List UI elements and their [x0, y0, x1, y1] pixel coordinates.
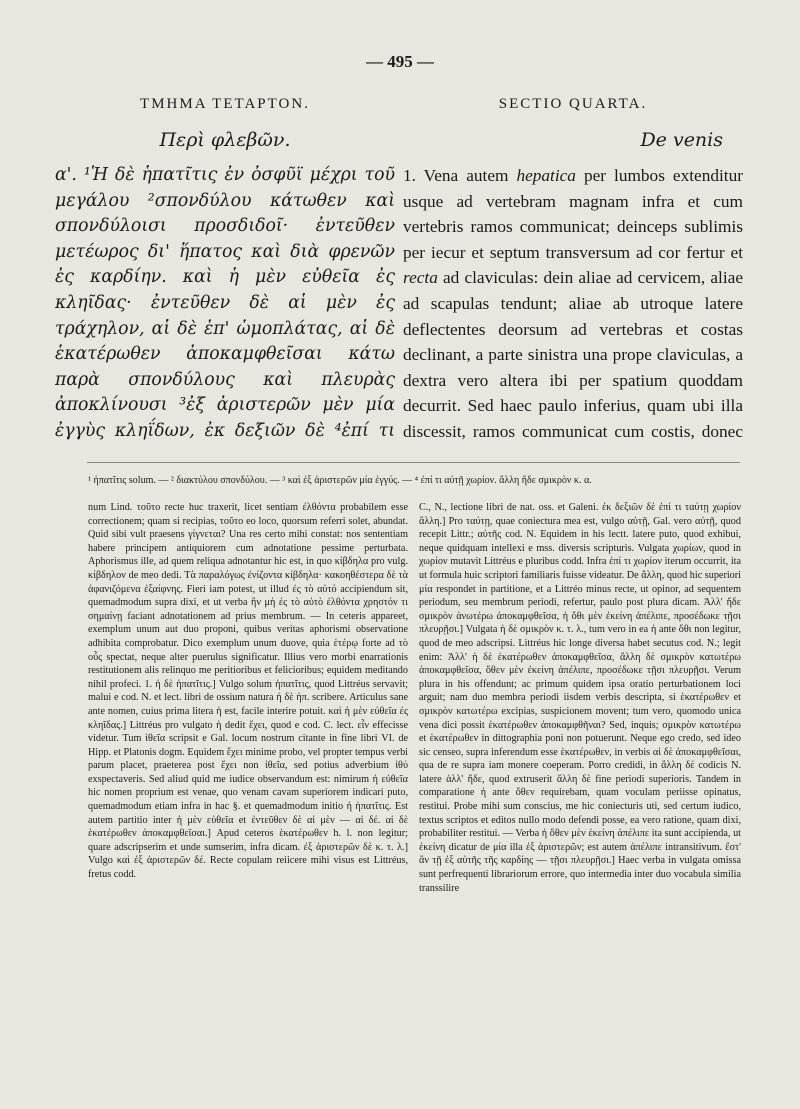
notes-right-column — [419, 501, 741, 1063]
page-number: — 495 — — [366, 52, 434, 71]
greek-column — [55, 96, 395, 445]
notes-left-text: num Lind. τοῦτο recte huc traxerit, licet sentiam ἐλθόντα probabilem esse correctionem; quam si recipias, τοῦτο eo loco, quorsum referri solet, abundat. Quid sibi vult praesens γίγνεται? Una res certo mihi constat: nos sententiam habere principem antiquiorem cum adnotatione pessime perturbata. Aphorismus ille, ad quem reliqua adnotantur hic est, in quo κίβδηλα pro vulg. κίβδηλον de meo dedi. Τὰ παραλόγως ἐνίζοντα κίβδηλα· κακοηθέστερα δὲ τὰ ἀφανιζόμενα ἐξαίφνης. Fieri iam potest, ut illud ἐς τὸ αὐτό accipiendum sit, quemadmodum supra dixi, et ut verba ἢν μὴ ἐς τὸ αὐτὸ ἐλθόντα χρηστόν τι σημαίνῃ faciant adnotationem ad prius membrum. — In ceteris appareet, exemplum unum aut duo proponi, quibus veritas aphorismi observatione adhibita comprobatur. Dico exemplum unum duove, quia ἑτέρῳ forte ad τὸ οὖς spectat, neque alter puerulus significatur. Illius vero morbi enarrationis restitutionem alis relinquo me peritioribus et felicioribus; equidem meditando nihil profeci. 1. ἡ δὲ ἡπατῖτις.] Vulgo solum ἡπατῖτις, quod Littréus servavit; malui e cod. N. et lect. libri de ossium natura ἡ δὲ ἡπ. scribere. Articulus sane ante nomen, cuius prima litera ἡ est, facile interire potuit. καὶ ἡ μὲν εὐθεῖα ἐς κληῖδας.] Littréus pro vulgato ἡ dedit ἔχει, quod e cod. C. lect. εἶν effecisse videtur. Tum ἰθεῖα scripsit e Gal. locum nostrum citante in fine libri VI. de Hipp. et Platonis dogm. Equidem ἔχει minime probo, vel propter tempus verbi parum placet, praeterea post ἔχει non ἰθεῖα, sed potius adverbium ἰθύ exspectaveris. Sed aliud quid me iudice observandum est: nimirum ἡ εὐθεῖα hic nomen proprium est venae, quo venam cavam superiorem indicari puto, quemadmodum etiam infra in hac §. et quemadmodum initio ἡ ἡπατῖτις. Est autem partitio inter ἡ μὲν εὐθεῖα et ἐντεῦθεν δὲ αἱ μὲν — αἱ δέ. αἱ δὲ ἑκατέρωθεν ἀποκαμφθεῖσαι.] Apud ceteros ἑκατέρωθεν h. l. non legitur; quare adscripserim et unde sumserim, infra dicam. ἐξ ἀριστερῶν δὲ κ. τ. λ.] Vulgo καὶ ἐξ ἀριστερῶν δέ. Recte copulam reiicere mihi visus est Littréus, fretus codd. — [88, 502, 408, 881]
notes-left-column — [88, 501, 408, 1063]
latin-main-text: 1. Vena autem hepatica per lumbos extenditur usque ad vertebram magnam infra et cum vertebris ramos communicat; deinceps sublimis per iecur et septum transversum ad cor fertur et recta ad claviculas: dein aliae ad cervicem, aliae ad scapulas tendunt; aliae ab utroque latere deflectentes deorsum ad vertebras et costas declinant, a parte sinistra una prope claviculas, a dextra vero altera ibi per spatium quoddam decurrit. Sed haec paulo inferius, quam ubi illa discessit, ramos communicat cum costis, donec — [403, 166, 743, 441]
latin-section-heading: SECTIO QUARTA. — [498, 96, 648, 112]
greek-section-heading: ΤΜΗΜΑ ΤΕΤΑΡΤΟΝ. — [140, 96, 310, 112]
footnote-variants: ¹ ἡπατῖτις solum. — ² διακτύλου σπονδύλου. — ³ καὶ ἐξ ἀριστερῶν μία ἐγγύς. — ⁴ ἐπί τι αὐτῇ χωρίον. ἄλλη ἤδε σμικρὸν κ. α. — [88, 475, 592, 486]
greek-main-text: α'. ¹Ἡ δὲ ἡπατῖτις ἐν ὀσφῦϊ μέχρι τοῦ μεγάλου ²σπονδύλου κάτωθεν καὶ σπονδύλοισι προσδιδοῖ· ἐντεῦθεν μετέωρος δι' ἥπατος καὶ διὰ φρενῶν ἐς καρδίην. καὶ ἡ μὲν εὐθεῖα ἐς κληῖδας· ἐντεῦθεν δὲ αἱ μὲν ἐς τράχηλον, αἱ δὲ ἐπ' ὠμοπλάτας, αἱ δὲ ἑκατέρωθεν ἀποκαμφθεῖσαι κάτω παρὰ σπονδύλους καὶ πλευρὰς ἀποκλίνουσι ³ἐξ ἀριστερῶν μὲν μία ἐγγὺς κληΐδων, ἐκ δεξιῶν δὲ ⁴ἐπί τι — [55, 165, 395, 441]
footnote-divider — [87, 462, 740, 463]
greek-subheading: Περὶ φλεβῶν. — [159, 129, 291, 151]
notes-right-text: C., N., lectione libri de nat. oss. et Galeni. ἐκ δεξιῶν δὲ ἐπί τι ταύτῃ χωρίον ἄλλη.] Pro ταύτῃ, quae coniectura mea est, vulgo αὐτῇ, Gal. vero αὐτῇ, quod recepit Littr.; αὐτῆς cod. N. Equidem in his lectt. latere puto, quod exhibui, neque quidquam intellexi e mss. diversis scripturis. Vulgata χωρίων, quod in χωρίον mutavit Littréus e pluribus codd. Infra ἐπί τι χωρίον iterum occurrit, ita ut formula huic scriptori familiaris fuisse videatur. De ἄλλη, quod hic superiori μία respondet in partitione, et a Littréo minus recte, ut opinor, ad sequentem periodum, seu membrum periodi, refertur, paulo post plura dicam. Ἀλλ' ἤδε σμικρὸν ἀνωτέρω ἀποκαμφθεῖσα, ἡ ὅθι μὲν ἐκείνη ἀπέλιπε, προσέδωκε τῇσι πλευρῇσι.] Vulgata ἡ δὲ σμικρὸν κ. τ. λ., tum vero in ea ἡ ante ὅθι non legitur, quod de meo adscripsi. Littréus hic longe diversa habet secutus cod. N.; legit enim: Ἀλλ' ἡ δὲ ἑκατέρωθεν ἀποκαμφθεῖσα, ἄλλη δὲ σμικρὸν κατωτέρω ἀποκαμφθεῖσα, ὅθεν μὲν ἐκείνη ἀπέλιπε, προσέδωκε τῇσι πλευρῇσι. Verum plura in his offendunt; ac primum quidem ipsa oratio perturbationem loci arguit; nam duo membra periodi iisdem verbis descripta, si ἑκατέρωθεν et σμικρὸν κατωτέρω excipias, suspicionem movent; tum vero, quomodo unica vena dici possit ἑκατέρωθεν ἀποκαμφθῆναι? Sed, inquis; σμικρὸν κατωτέρω et ἑκατέρωθεν in dittographia poni non potuerunt. Neque ego credo, sed ideo sic censeo, supra inferendum esse ἑκατέρωθεν, in verbis αἱ δὲ ἀποκαμφθεῖσαι, qua de re supra iam monere coeperam. Porro credidi, in ἄλλη δέ codicis N. latere ἀλλ' ἤδε, quod extruserit ἄλλη δὲ fine periodi superioris. Tandem in comparatione ἡ ante ὅθεν requirebam, quam voculam periisse opinatus, restitui. Probe mihi sum conscius, me hic coniecturis uti, sed certum iudico, textus scriptos et editos nullo modo defendi posse, ea vero ratione, quam dixi, probabiliter restitui. — Verba ἡ ὅθεν μὲν ἐκείνη ἀπέλιπε ita sunt accipienda, ut ἐκείνη dicatur de μία illa ἐξ ἀριστερῶν; est autem ἀπέλιπε intransitivum. ἔστ' ἂν τῇ ἐξ αὐτῆς τῆς καρδίης — τῇσι πλευρῇσι.] Haec verba in vulgata omissa sunt perfrequenti librariorum errore, quo intermedia inter duo vocabula similia transsilire — [419, 502, 741, 894]
latin-column — [403, 96, 743, 445]
latin-subheading: De venis — [640, 129, 723, 151]
